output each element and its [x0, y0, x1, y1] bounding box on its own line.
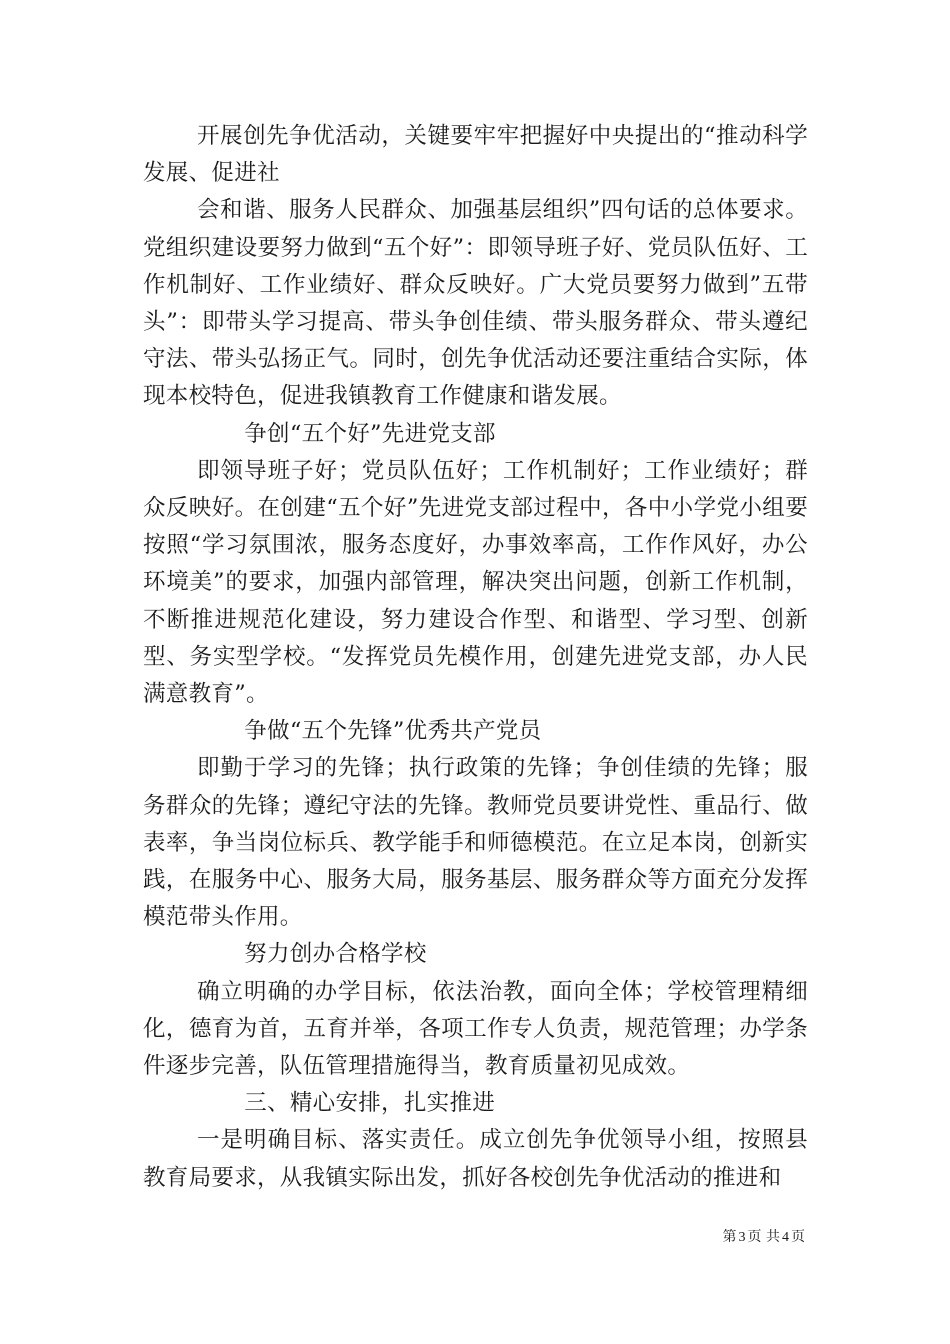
paragraph: 会和谐、服务人民群众、加强基层组织”四句话的总体要求。党组织建设要努力做到“五个好”：即领导班子好、党员队伍好、工作机制好、工作业绩好、群众反映好。广大党员要努力做到”五带头”：即带头学习提高、带头争创佳绩、带头服务群众、带头遵纪守法、带头弘扬正气。同时，创先争优活动还要注重结合实际，体现本校特色，促进我镇教育工作健康和谐发展。 [143, 197, 808, 410]
footer-middle: 页 共 [747, 1229, 780, 1245]
paragraph: 一是明确目标、落实责任。成立创先争优领导小组，按照县教育局要求，从我镇实际出发，抓好各校创先争优活动的推进和 [143, 1127, 808, 1191]
section-heading: 争创“五个好”先进党支部 [244, 420, 496, 447]
page-number-footer [723, 1228, 805, 1247]
paragraph: 即勤于学习的先锋；执行政策的先锋；争创佳绩的先锋；服务群众的先锋；遵纪守法的先锋。教师党员要讲党性、重品行、做表率，争当岗位标兵、教学能手和师德模范。在立足本岗，创新实践，在服务中心、服务大局，服务基层、服务群众等方面充分发挥模范带头作用。 [143, 755, 808, 931]
footer-prefix: 第 [722, 1229, 737, 1245]
section-heading: 争做“五个先锋”优秀共产党员 [244, 718, 542, 745]
paragraph: 确立明确的办学目标，依法治教，面向全体；学校管理精细化，德育为首，五育并举，各项工作专人负责，规范管理；办学条件逐步完善，队伍管理措施得当，教育质量初见成效。 [143, 978, 808, 1080]
section-heading: 努力创办合格学校 [244, 941, 427, 968]
current-page-number: 3 [738, 1230, 746, 1245]
total-pages-number: 4 [782, 1230, 789, 1245]
footer-suffix: 页 [791, 1229, 805, 1245]
paragraph: 开展创先争优活动，关键要牢牢把握好中央提出的“推动科学发展、促进社 [143, 123, 808, 187]
paragraph: 即领导班子好；党员队伍好；工作机制好；工作业绩好；群众反映好。在创建“五个好”先进党支部过程中，各中小学党小组要按照“学习氛围浓，服务态度好，办事效率高，工作作风好，办公环境美”的要求，加强内部管理，解决突出问题，创新工作机制，不断推进规范化建设，努力建设合作型、和谐型、学习型、创新型、务实型学校。“发挥党员先模作用，创建先进党支部，办人民满意教育”。 [143, 457, 808, 708]
body-text [143, 118, 808, 1197]
section-heading: 三、精心安排，扎实推进 [244, 1090, 496, 1117]
